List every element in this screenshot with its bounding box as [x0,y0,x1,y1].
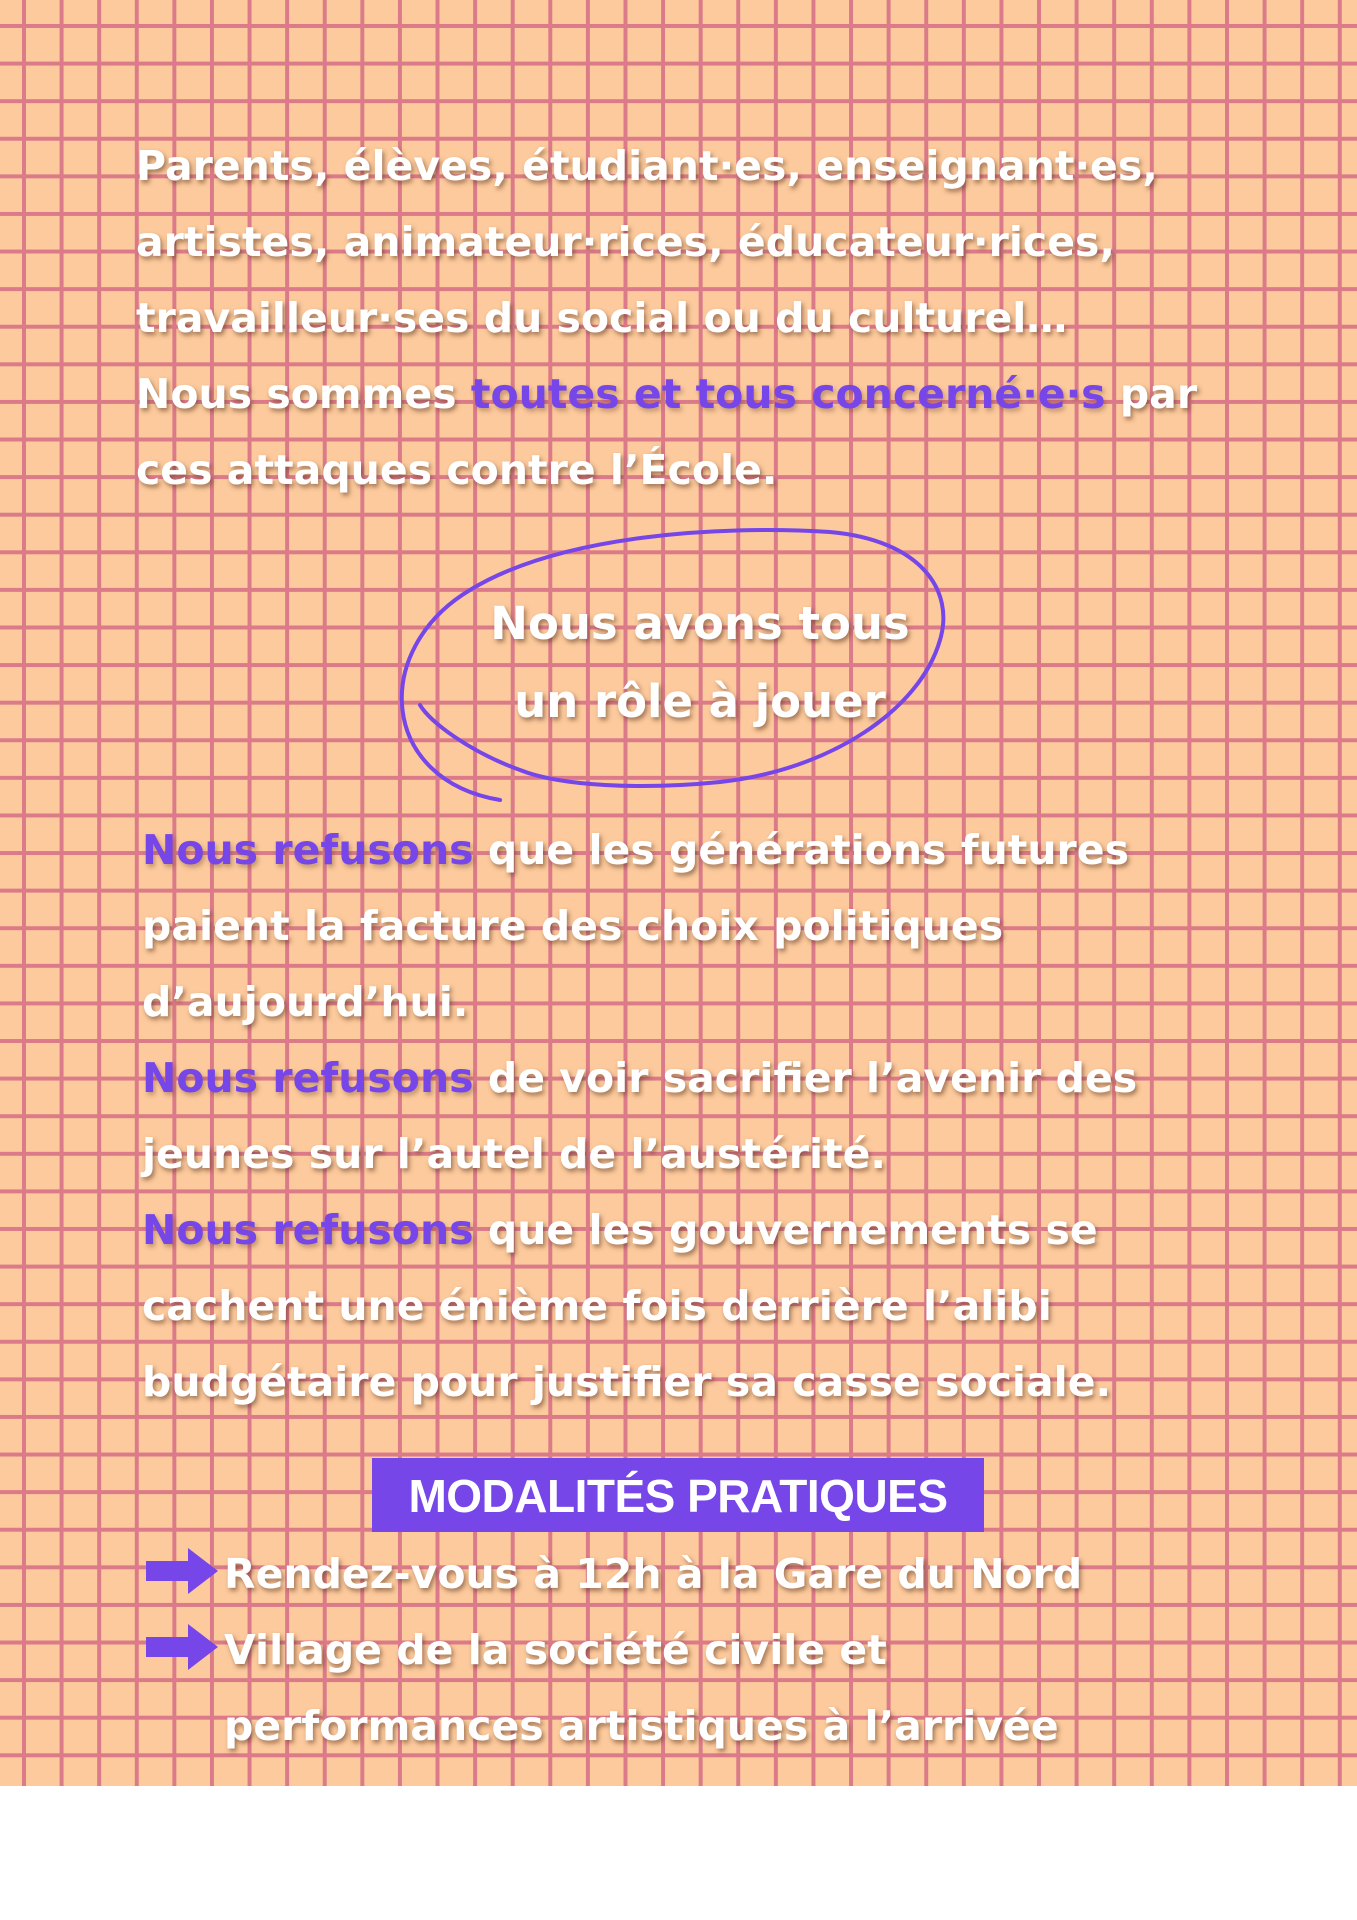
slogan-line: un rôle à jouer [514,675,886,728]
modalites-item-text [224,1612,1059,1764]
refusal-line: budgétaire pour justifier sa casse sociale. [142,1358,1112,1406]
refusals-paragraph [142,812,1137,1420]
refusal-highlight: Nous refusons [142,1054,474,1102]
modalites-item-line: Village de la société civile et [224,1626,887,1674]
refusal-text: que les générations futures [473,826,1129,874]
intro-highlight: toutes et tous concerné·e·s [470,370,1106,418]
refusal-line: cachent une énième fois derrière l’alibi [142,1282,1052,1330]
refusal-line [142,1040,1137,1116]
refusal-line [142,812,1137,888]
modalites-item-line: performances artistiques à l’arrivée [224,1702,1059,1750]
refusal-line: paient la facture des choix politiques [142,902,1004,950]
modalites-item-line: Rendez-vous à 12h à la Gare du Nord [224,1550,1083,1598]
arrow-right-icon [146,1546,220,1596]
refusal-line: d’aujourd’hui. [142,978,469,1026]
intro-line: travailleur·ses du social ou du culturel… [136,294,1068,342]
intro-line: artistes, animateur·rices, éducateur·rices, [136,218,1115,266]
slogan-line: Nous avons tous [490,597,910,650]
intro-text: Nous sommes [136,370,471,418]
refusal-line [142,1192,1137,1268]
modalites-title: MODALITÉS PRATIQUES [372,1458,984,1532]
modalites-item-text [224,1536,1082,1612]
intro-line: ces attaques contre l’École. [136,446,778,494]
intro-text: par [1105,370,1198,418]
refusal-text: que les gouvernements se [473,1206,1098,1254]
arrow-right-icon [146,1622,220,1672]
refusal-highlight: Nous refusons [142,826,474,874]
refusal-line: jeunes sur l’autel de l’austérité. [142,1130,887,1178]
slogan [440,585,960,741]
refusal-highlight: Nous refusons [142,1206,474,1254]
refusal-text: de voir sacrifier l’avenir des [473,1054,1138,1102]
intro-line: Parents, élèves, étudiant·es, enseignant·es, [136,142,1158,190]
